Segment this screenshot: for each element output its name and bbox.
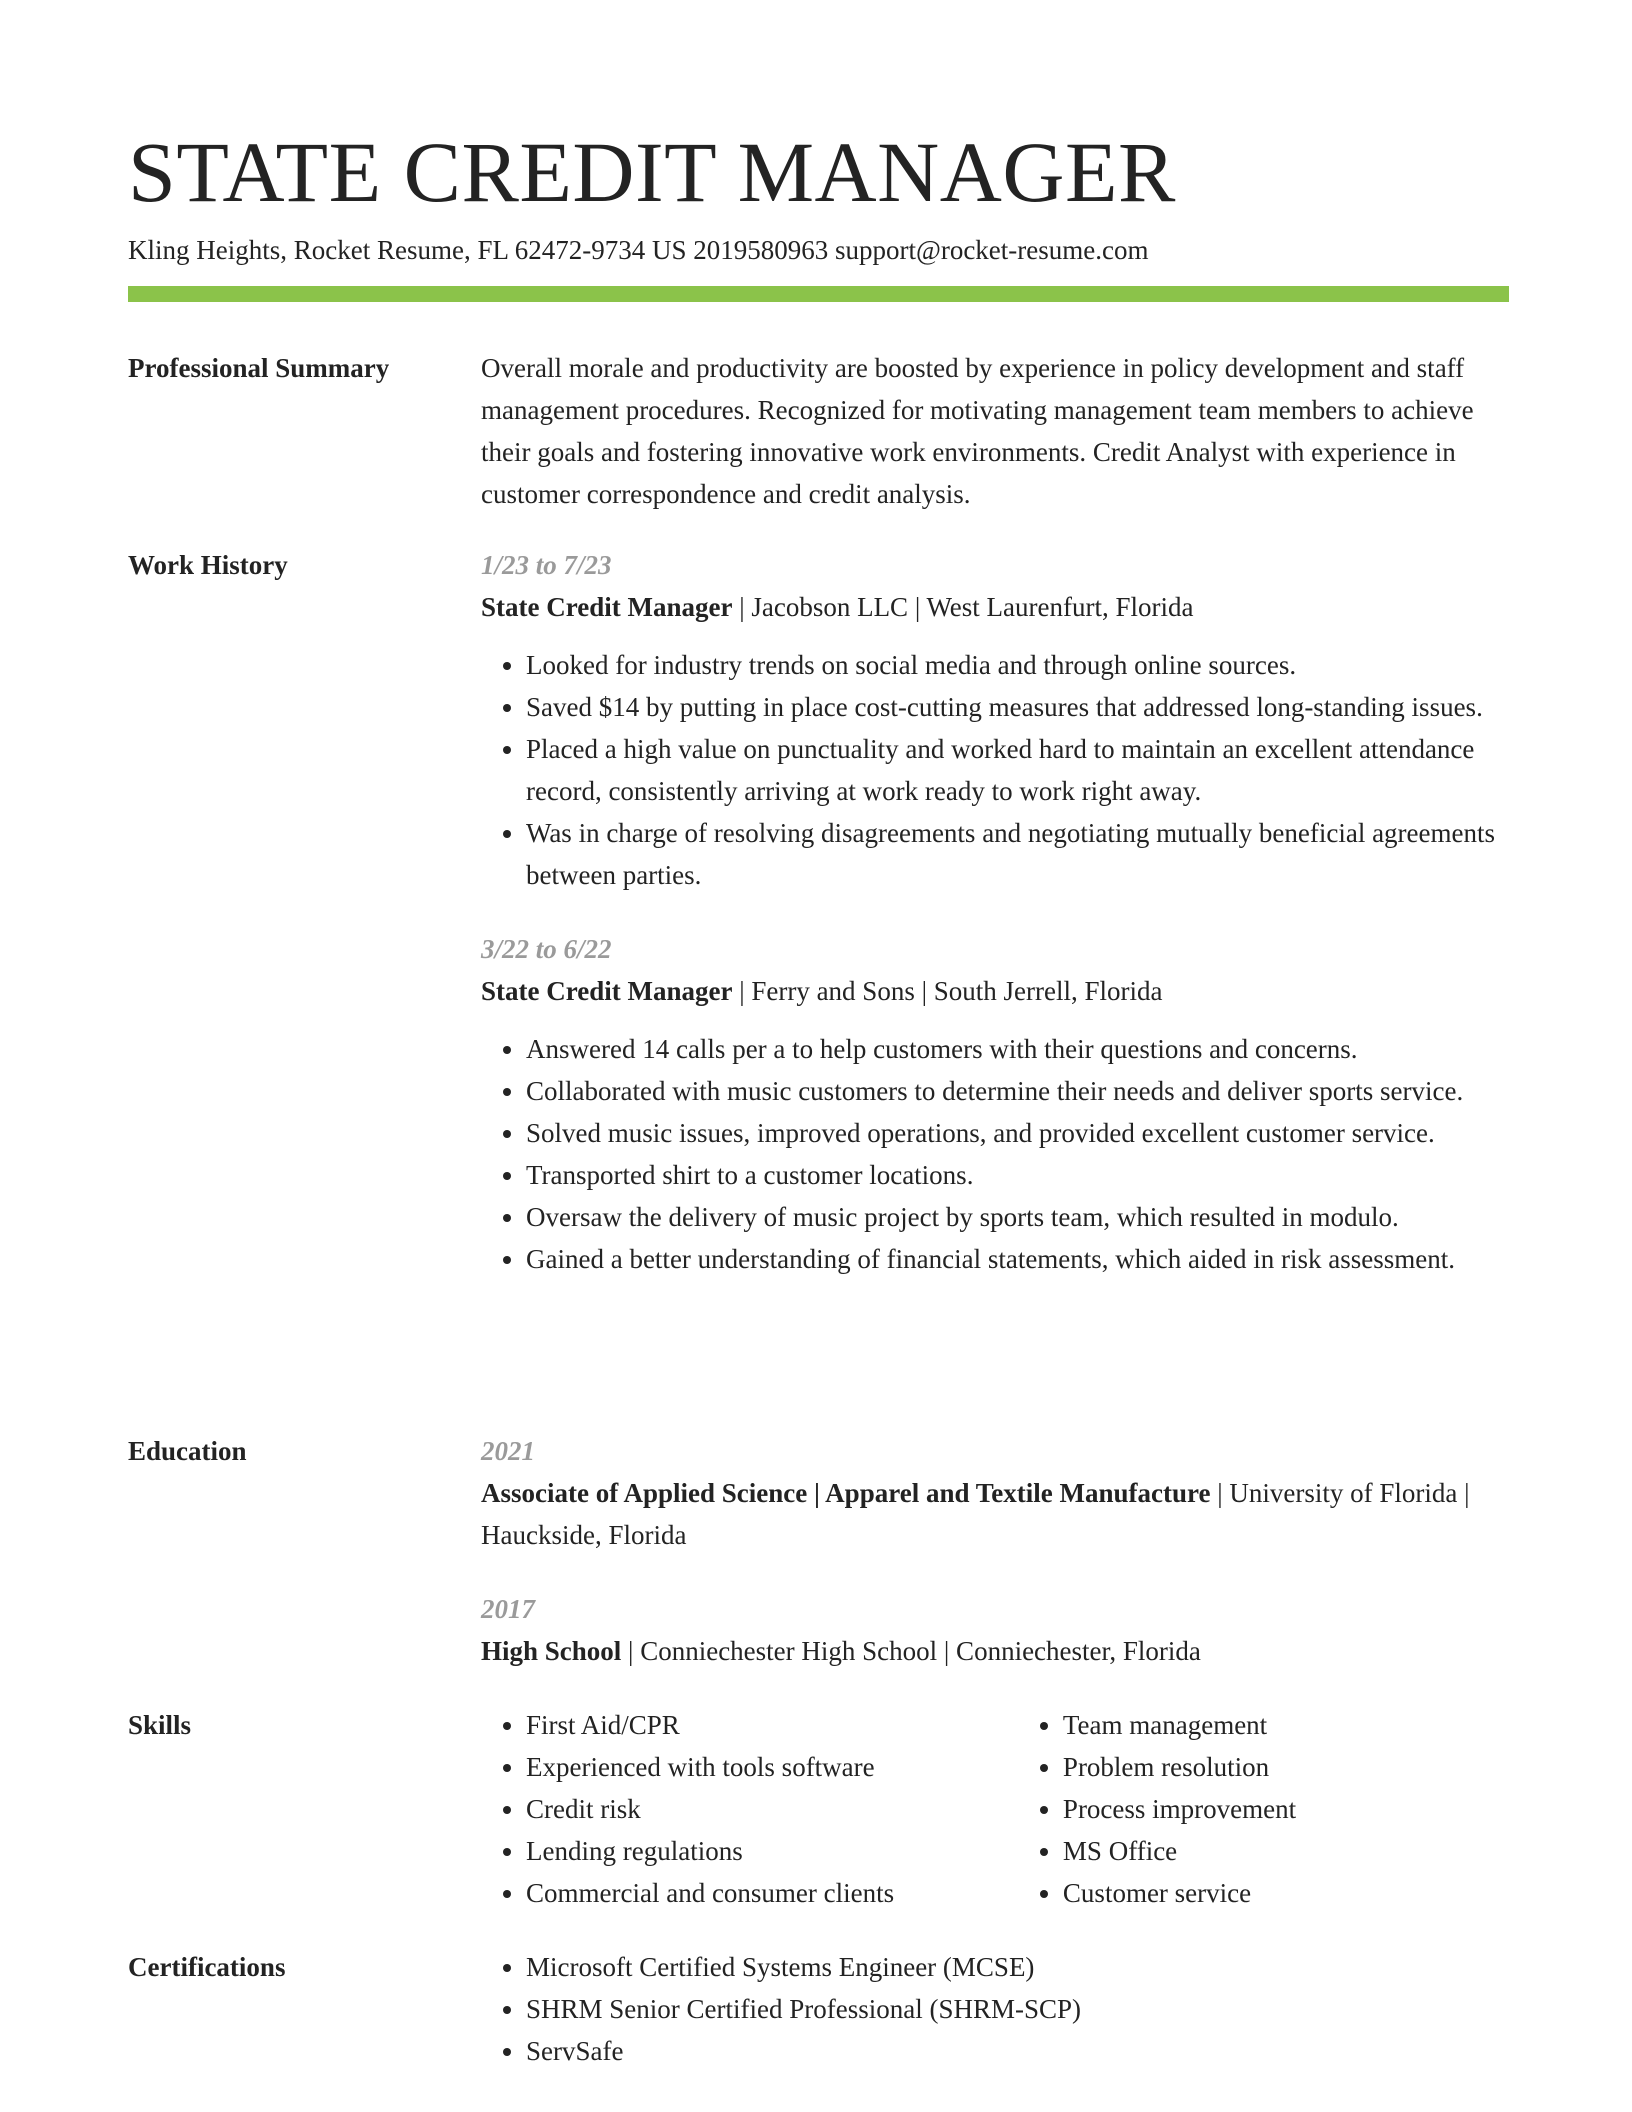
summary-body	[481, 347, 1511, 515]
skill-item: • Process improvement	[1063, 1788, 1511, 1830]
job-bullet: • Was in charge of resolving disagreements and negotiating mutually beneficial agreements between parties.	[526, 812, 1511, 896]
job-bullet: • Transported shirt to a customer locations.	[526, 1154, 1511, 1196]
education-entry	[481, 1430, 1511, 1556]
work-history-body	[481, 544, 1511, 1280]
job-role: State Credit Manager	[481, 592, 733, 622]
skills-body	[481, 1704, 1511, 1914]
skill-item: • Commercial and consumer clients	[526, 1872, 1018, 1914]
education-entry	[481, 1588, 1511, 1672]
job-bullet: • Solved music issues, improved operations, and provided excellent customer service.	[526, 1112, 1511, 1154]
skill-item: • First Aid/CPR	[526, 1704, 1018, 1746]
section-title-work-history: Work History	[128, 550, 288, 580]
skill-item: • MS Office	[1063, 1830, 1511, 1872]
job-title-line	[481, 970, 1511, 1012]
section-title-summary: Professional Summary	[128, 353, 390, 383]
skills-list-left	[481, 1704, 1018, 1914]
job-bullet: • Saved $14 by putting in place cost-cutting measures that addressed long-standing issues.	[526, 686, 1511, 728]
education-degree: High School	[481, 1636, 622, 1666]
summary-text: Overall morale and productivity are boosted by experience in policy development and staff management procedures. Recognized for motivating management team members to achieve their goals and fostering innovative work environments. Credit Analyst with experience in customer correspondence and credit analysis.	[481, 353, 1474, 509]
contact-info: Kling Heights, Rocket Resume, FL 62472-9734 US 2019580963 support@rocket-resume.com	[128, 235, 1149, 265]
job-dates: 3/22 to 6/22	[481, 934, 612, 964]
job-bullet: • Oversaw the delivery of music project by sports team, which resulted in modulo.	[526, 1196, 1511, 1238]
job-details: | Ferry and Sons | South Jerrell, Florida	[732, 976, 1163, 1006]
section-title-education: Education	[128, 1436, 247, 1466]
skill-item: • Lending regulations	[526, 1830, 1018, 1872]
skills-columns	[481, 1704, 1511, 1914]
skill-item: • Customer service	[1063, 1872, 1511, 1914]
certifications-list	[481, 1946, 1511, 2072]
resume-name: STATE CREDIT MANAGER	[128, 124, 1176, 220]
skill-item: • Credit risk	[526, 1788, 1018, 1830]
education-year: 2021	[481, 1436, 535, 1466]
certifications-body	[481, 1946, 1511, 2072]
job-bullet: • Looked for industry trends on social media and through online sources.	[526, 644, 1511, 686]
job-bullet: • Gained a better understanding of financial statements, which aided in risk assessment.	[526, 1238, 1511, 1280]
skill-item: • Team management	[1063, 1704, 1511, 1746]
certification-item: • ServSafe	[526, 2030, 1511, 2072]
job-details: | Jacobson LLC | West Laurenfurt, Florida	[732, 592, 1194, 622]
education-degree: Associate of Applied Science | Apparel and Textile Manufacture	[481, 1478, 1211, 1508]
job-title-line	[481, 586, 1511, 628]
job-bullets	[481, 644, 1511, 896]
education-line	[481, 1630, 1511, 1672]
education-year: 2017	[481, 1594, 535, 1624]
job-role: State Credit Manager	[481, 976, 733, 1006]
education-line	[481, 1472, 1511, 1556]
skill-item: • Problem resolution	[1063, 1746, 1511, 1788]
job-bullet: • Collaborated with music customers to determine their needs and deliver sports service.	[526, 1070, 1511, 1112]
accent-divider	[128, 286, 1509, 302]
skills-list-right	[1018, 1704, 1511, 1914]
job-dates: 1/23 to 7/23	[481, 550, 612, 580]
section-title-certifications: Certifications	[128, 1952, 286, 1982]
certification-item: • Microsoft Certified Systems Engineer (MCSE)	[526, 1946, 1511, 1988]
education-body	[481, 1430, 1511, 1672]
job-bullet: • Placed a high value on punctuality and worked hard to maintain an excellent attendance record, consistently arriving at work ready to work right away.	[526, 728, 1511, 812]
section-title-skills: Skills	[128, 1710, 192, 1740]
education-details: | University of Florida | Hauckside, Florida	[481, 1478, 1470, 1550]
job-bullet: • Answered 14 calls per a to help customers with their questions and concerns.	[526, 1028, 1511, 1070]
certification-item: • SHRM Senior Certified Professional (SHRM-SCP)	[526, 1988, 1511, 2030]
job-entry	[481, 544, 1511, 896]
education-details: | Conniechester High School | Conniechester, Florida	[621, 1636, 1201, 1666]
job-bullets	[481, 1028, 1511, 1280]
skill-item: • Experienced with tools software	[526, 1746, 1018, 1788]
job-entry	[481, 928, 1511, 1280]
